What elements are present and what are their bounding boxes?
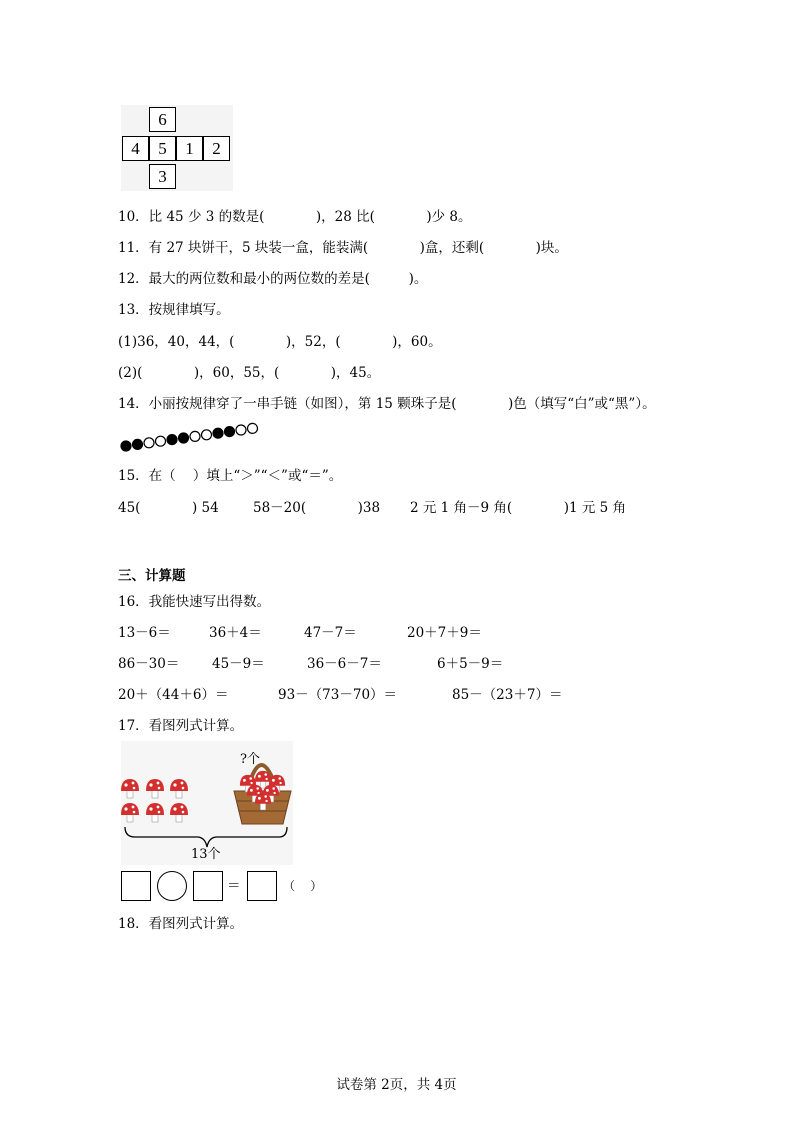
bead-black bbox=[213, 428, 223, 438]
question-15-c: 2 元 1 角－9 角( )1 元 5 角 bbox=[410, 500, 627, 516]
calc-3c: 85－（23＋7）＝ bbox=[452, 687, 563, 703]
mushroom-icon bbox=[146, 779, 164, 798]
bead-black bbox=[133, 439, 143, 449]
operator-circle[interactable] bbox=[157, 871, 187, 901]
total-label: 13个 bbox=[191, 847, 221, 862]
question-13-part-1: (1)36，40，44，( )，52，( )，60。 bbox=[118, 334, 442, 350]
mushroom-figure bbox=[121, 741, 293, 865]
bead-white bbox=[156, 436, 166, 446]
answer-box-3[interactable] bbox=[247, 871, 277, 901]
question-15: 15．在（ ）填上“＞”“＜”或“＝”。 bbox=[118, 468, 343, 484]
bead-white bbox=[236, 425, 246, 435]
calc-2b: 45－9＝ bbox=[212, 656, 265, 672]
net-cell-right1: 1 bbox=[176, 136, 203, 161]
net-cell-center: 5 bbox=[149, 136, 176, 161]
question-13: 13．按规律填写。 bbox=[118, 302, 230, 318]
mushroom-icon bbox=[170, 803, 188, 822]
question-13-part-2: (2)( )，60，55，( )，45。 bbox=[118, 365, 381, 381]
mushroom-icon bbox=[170, 779, 188, 798]
calc-2d: 6＋5－9＝ bbox=[437, 656, 504, 672]
calc-1b: 36＋4＝ bbox=[209, 625, 262, 641]
question-17: 17．看图列式计算。 bbox=[118, 718, 244, 734]
calc-1a: 13－6＝ bbox=[118, 625, 171, 641]
unit-paren: （ ） bbox=[283, 879, 323, 893]
calc-1d: 20＋7＋9＝ bbox=[407, 625, 482, 641]
question-15-a: 45( ) 54 bbox=[118, 500, 219, 516]
mushroom-icon bbox=[146, 803, 164, 822]
mushroom-icon bbox=[121, 779, 139, 798]
calc-2c: 36－6－7＝ bbox=[307, 656, 382, 672]
calc-2a: 86－30＝ bbox=[118, 656, 180, 672]
question-mark-label: ?个 bbox=[240, 752, 260, 767]
question-14: 14．小丽按规律穿了一串手链（如图），第 15 颗珠子是( )色（填写“白”或“黑”）。 bbox=[118, 396, 656, 412]
bead-black bbox=[167, 435, 177, 445]
bead-black bbox=[179, 433, 189, 443]
bead-white bbox=[248, 423, 258, 433]
bracelet-figure bbox=[118, 420, 278, 456]
bead-white bbox=[202, 430, 212, 440]
calc-3b: 93－（73－70）＝ bbox=[278, 687, 398, 703]
answer-box-1[interactable] bbox=[121, 871, 151, 901]
bead-white bbox=[190, 431, 200, 441]
net-cell-bottom: 3 bbox=[149, 164, 176, 189]
cube-net-figure bbox=[121, 105, 233, 191]
bead-black bbox=[121, 441, 131, 451]
answer-box-2[interactable] bbox=[193, 871, 223, 901]
page-footer: 试卷第 2页，共 4页 bbox=[336, 1077, 457, 1093]
bead-white bbox=[144, 438, 154, 448]
question-10: 10．比 45 少 3 的数是( )，28 比( )少 8。 bbox=[118, 209, 472, 225]
section-heading: 三、计算题 bbox=[118, 568, 186, 584]
net-cell-left: 4 bbox=[122, 136, 149, 161]
question-12: 12．最大的两位数和最小的两位数的差是( )。 bbox=[118, 271, 428, 287]
question-11: 11．有 27 块饼干，5 块装一盒，能装满( )盒，还剩( )块。 bbox=[118, 240, 568, 256]
net-cell-right2: 2 bbox=[203, 136, 230, 161]
calc-1c: 47－7＝ bbox=[304, 625, 357, 641]
net-cell-top: 6 bbox=[149, 107, 176, 132]
question-18: 18．看图列式计算。 bbox=[118, 916, 244, 932]
question-15-b: 58－20( )38 bbox=[253, 500, 381, 516]
question-16: 16．我能快速写出得数。 bbox=[118, 594, 271, 610]
bead-black bbox=[225, 427, 235, 437]
calc-3a: 20＋（44＋6）＝ bbox=[118, 687, 229, 703]
equals-sign: ＝ bbox=[227, 878, 241, 894]
mushroom-icon bbox=[121, 803, 139, 822]
